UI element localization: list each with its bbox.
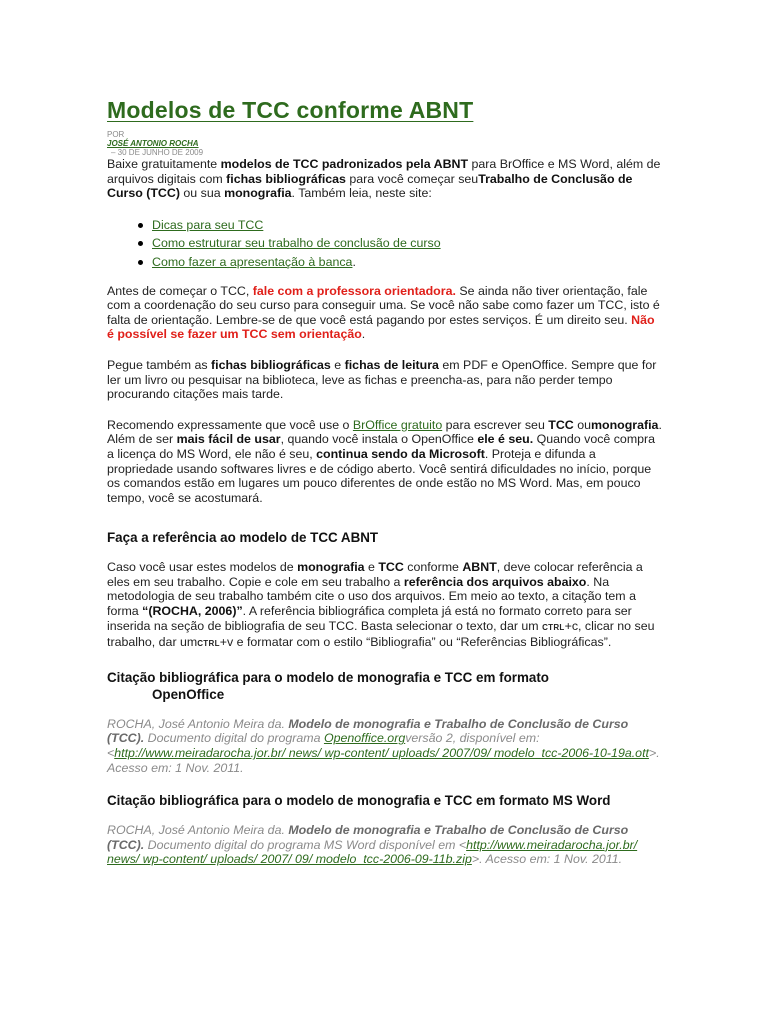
fichas-paragraph: Pegue também as fichas bibliográficas e fichas de leitura em PDF e OpenOffice. Sempre que for ler um livro ou pesquisar na biblioteca, leve as fichas e preencha-as, para não perder tempo procurando citações mais tarde. (107, 357, 657, 402)
author-link[interactable]: JOSÉ ANTONIO ROCHA (107, 139, 199, 148)
referencia-paragraph: Caso você usar estes modelos de monografia e TCC conforme ABNT, deve colocar referência a eles em seu trabalho. Copie e cole em seu trabalho a referência dos arquivos abaixo. Na metodologia de seu trabalho também cite o uso dos arquivos. Em meio ao texto, a citação tem a forma “(ROCHA, 2006)”. A referência bibliográfica completa já está no formato correto para ser inserida na seção de bibliografia de seu TCC. Basta selecionar o texto, dar um CTRL+c, clicar no seu trabalho, dar umCTRL+v e formatar com o estilo “Bibliografia” ou “Referências Bibliográficas”. (107, 560, 655, 650)
intro-paragraph: Baixe gratuitamente modelos de TCC padronizados pela ABNT para BrOffice e MS Word, além de arquivos digitais com fichas bibliográficas para você começar seuTrabalho de Conclusão de Curso (TCC) ou sua monografia. Também leia, neste site: (107, 157, 661, 201)
broffice-link[interactable]: BrOffice gratuito (352, 417, 443, 432)
citation-openoffice: ROCHA, José Antonio Meira da. Modelo de monografia e Trabalho de Conclusão de Curso (TCC). Documento digital do programa Openoffice.orgversão 2, disponível em: <http://www.meiradarocha.jor.br/ news/ wp-content/ uploads/ 2007/09/ modelo_tcc-2006-10-19a.ott>. Acesso em: 1 Nov. 2011. (107, 716, 660, 775)
related-links-list (107, 218, 662, 270)
byline (107, 130, 662, 157)
msword-template-url[interactable]: http://www.meiradarocha.jor.br/ news/ wp-content/ uploads/ 2007/ 09/ modelo_tcc-2006-09-11b.zip (107, 837, 638, 867)
page-title[interactable]: Modelos de TCC conforme ABNT (107, 97, 474, 123)
list-item: Como fazer a apresentação à banca. (152, 255, 662, 270)
orientation-paragraph: Antes de começar o TCC, fale com a professora orientadora. Se ainda não tiver orientação, fale com a coordenação do seu curso para conseguir uma. Se você não sabe como fazer um TCC, isto é falta de orientação. Lembre-se de que você está pagando por estes serviços. É um direito seu. Não é possível se fazer um TCC sem orientação. (107, 283, 660, 342)
list-item (152, 236, 662, 251)
section-heading-referencia: Faça a referência ao modelo de TCC ABNT (107, 530, 379, 546)
list-item (152, 218, 662, 233)
link-estruturar-trabalho[interactable]: Como estruturar seu trabalho de conclusão de curso (152, 236, 441, 251)
link-apresentacao-banca[interactable]: Como fazer a apresentação à banca (152, 254, 353, 269)
openoffice-link[interactable]: Openoffice.org (323, 731, 406, 746)
section-heading-openoffice: Citação bibliográfica para o modelo de monografia e TCC em formato OpenOffice (107, 669, 549, 702)
article (107, 96, 662, 867)
openoffice-template-url[interactable]: http://www.meiradarocha.jor.br/ news/ wp-content/ uploads/ 2007/09/ modelo_tcc-2006-10-19a.ott (114, 746, 649, 761)
broffice-paragraph: Recomendo expressamente que você use o BrOffice gratuito para escrever seu TCC oumonografia. Além de ser mais fácil de usar, quando você instala o OpenOffice ele é seu. Quando você compra a licença do MS Word, ele não é seu, continua sendo da Microsoft. Proteja e difunda a propriedade usando softwares livres e de código aberto. Você sentirá dificuldades no início, porque os comandos estão em lugares um pouco diferentes de onde estão no MS Word. Mas, em pouco tempo, você se acostumará. (107, 417, 662, 505)
section-heading-msword: Citação bibliográfica para o modelo de monografia e TCC em formato MS Word (107, 793, 611, 809)
citation-msword: ROCHA, José Antonio Meira da. Modelo de monografia e Trabalho de Conclusão de Curso (TCC). Documento digital do programa MS Word disponível em <http://www.meiradarocha.jor.br/ news/ wp-content/ uploads/ 2007/ 09/ modelo_tcc-2006-09-11b.zip>. Acesso em: 1 Nov. 2011. (107, 823, 638, 867)
link-dicas-tcc[interactable]: Dicas para seu TCC (152, 217, 264, 232)
post-date: – 30 DE JUNHO DE 2009 (111, 148, 204, 157)
by-label: POR (107, 130, 125, 139)
